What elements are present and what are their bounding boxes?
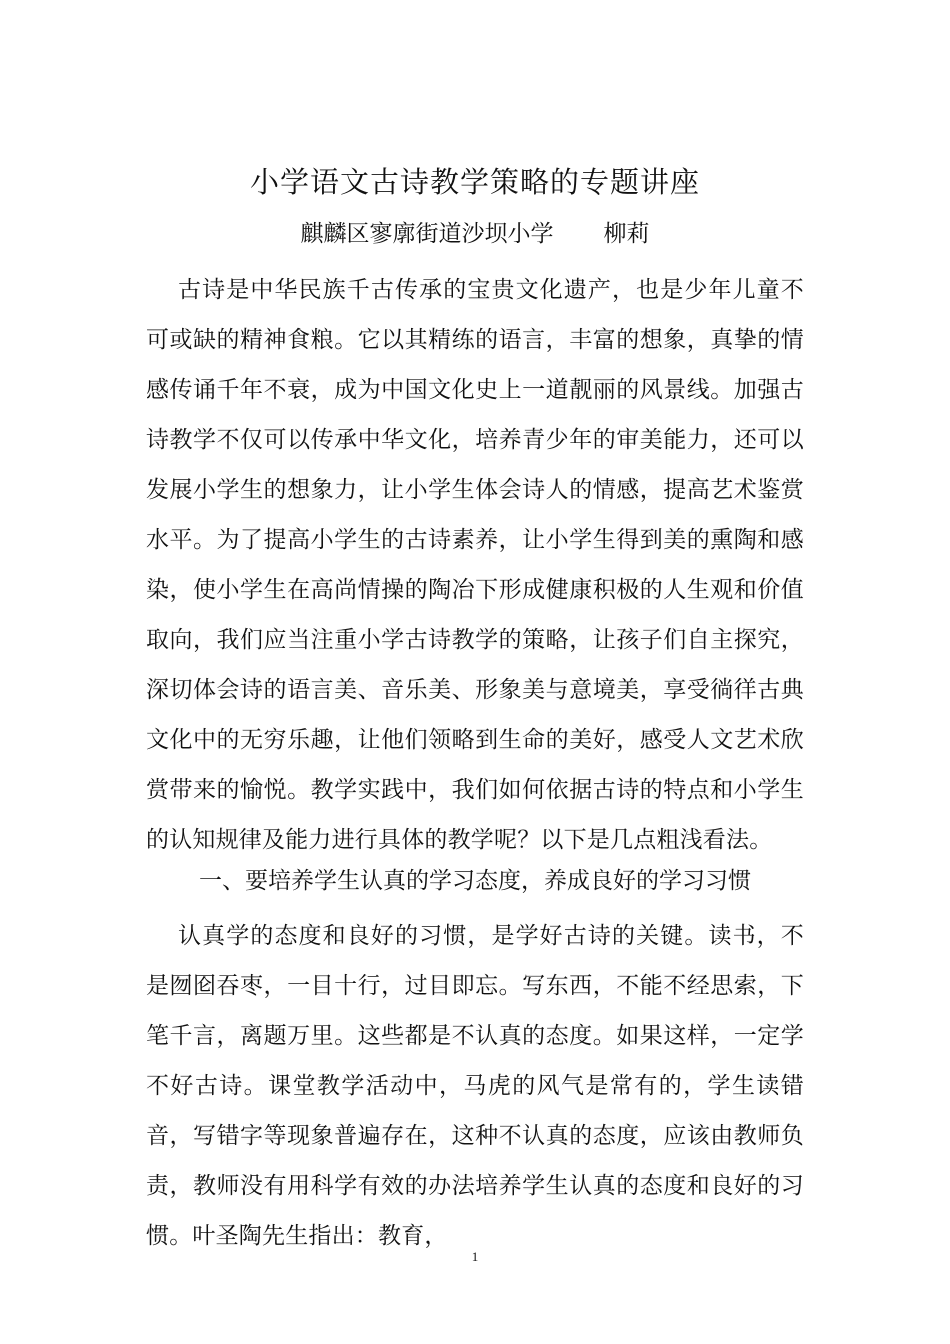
author-line bbox=[0, 214, 950, 254]
section-paragraph: 认真学的态度和良好的习惯，是学好古诗的关键。读书，不是囫囵吞枣，一目十行，过目即忘。写东西，不能不经思索，下笔千言，离题万里。这些都是不认真的态度。如果这样，一定学不好古诗。课堂教学活动中，马虎的风气是常有的，学生读错音，写错字等现象普遍存在，这种不认真的态度，应该由教师负责，教师没有用科学有效的办法培养学生认真的态度和良好的习惯。叶圣陶先生指出：教育， bbox=[146, 923, 804, 1249]
page-number: 1 bbox=[471, 1249, 479, 1264]
intro-paragraph: 古诗是中华民族千古传承的宝贵文化遗产，也是少年儿童不可或缺的精神食粮。它以其精练的语言，丰富的想象，真挚的情感传诵千年不衰，成为中国文化史上一道靓丽的风景线。加强古诗教学不仅可以传承中华文化，培养青少年的审美能力，还可以发展小学生的想象力，让小学生体会诗人的情感，提高艺术鉴赏水平。为了提高小学生的古诗素养，让小学生得到美的熏陶和感染，使小学生在高尚情操的陶冶下形成健康积极的人生观和价值取向，我们应当注重小学古诗教学的策略，让孩子们自主探究，深切体会诗的语言美、音乐美、形象美与意境美，享受徜徉古典文化中的无穷乐趣，让他们领略到生命的美好，感受人文艺术欣赏带来的愉悦。教学实践中，我们如何依据古诗的特点和小学生的认知规律及能力进行具体的教学呢？以下是几点粗浅看法。 bbox=[146, 277, 804, 853]
section-heading: 一、要培养学生认真的学习态度，养成良好的学习习惯 bbox=[199, 868, 751, 894]
author-affiliation: 麒麟区寥廓街道沙坝小学 bbox=[300, 221, 554, 247]
document-title: 小学语文古诗教学策略的专题讲座 bbox=[249, 165, 700, 199]
author-name: 柳莉 bbox=[603, 221, 650, 247]
